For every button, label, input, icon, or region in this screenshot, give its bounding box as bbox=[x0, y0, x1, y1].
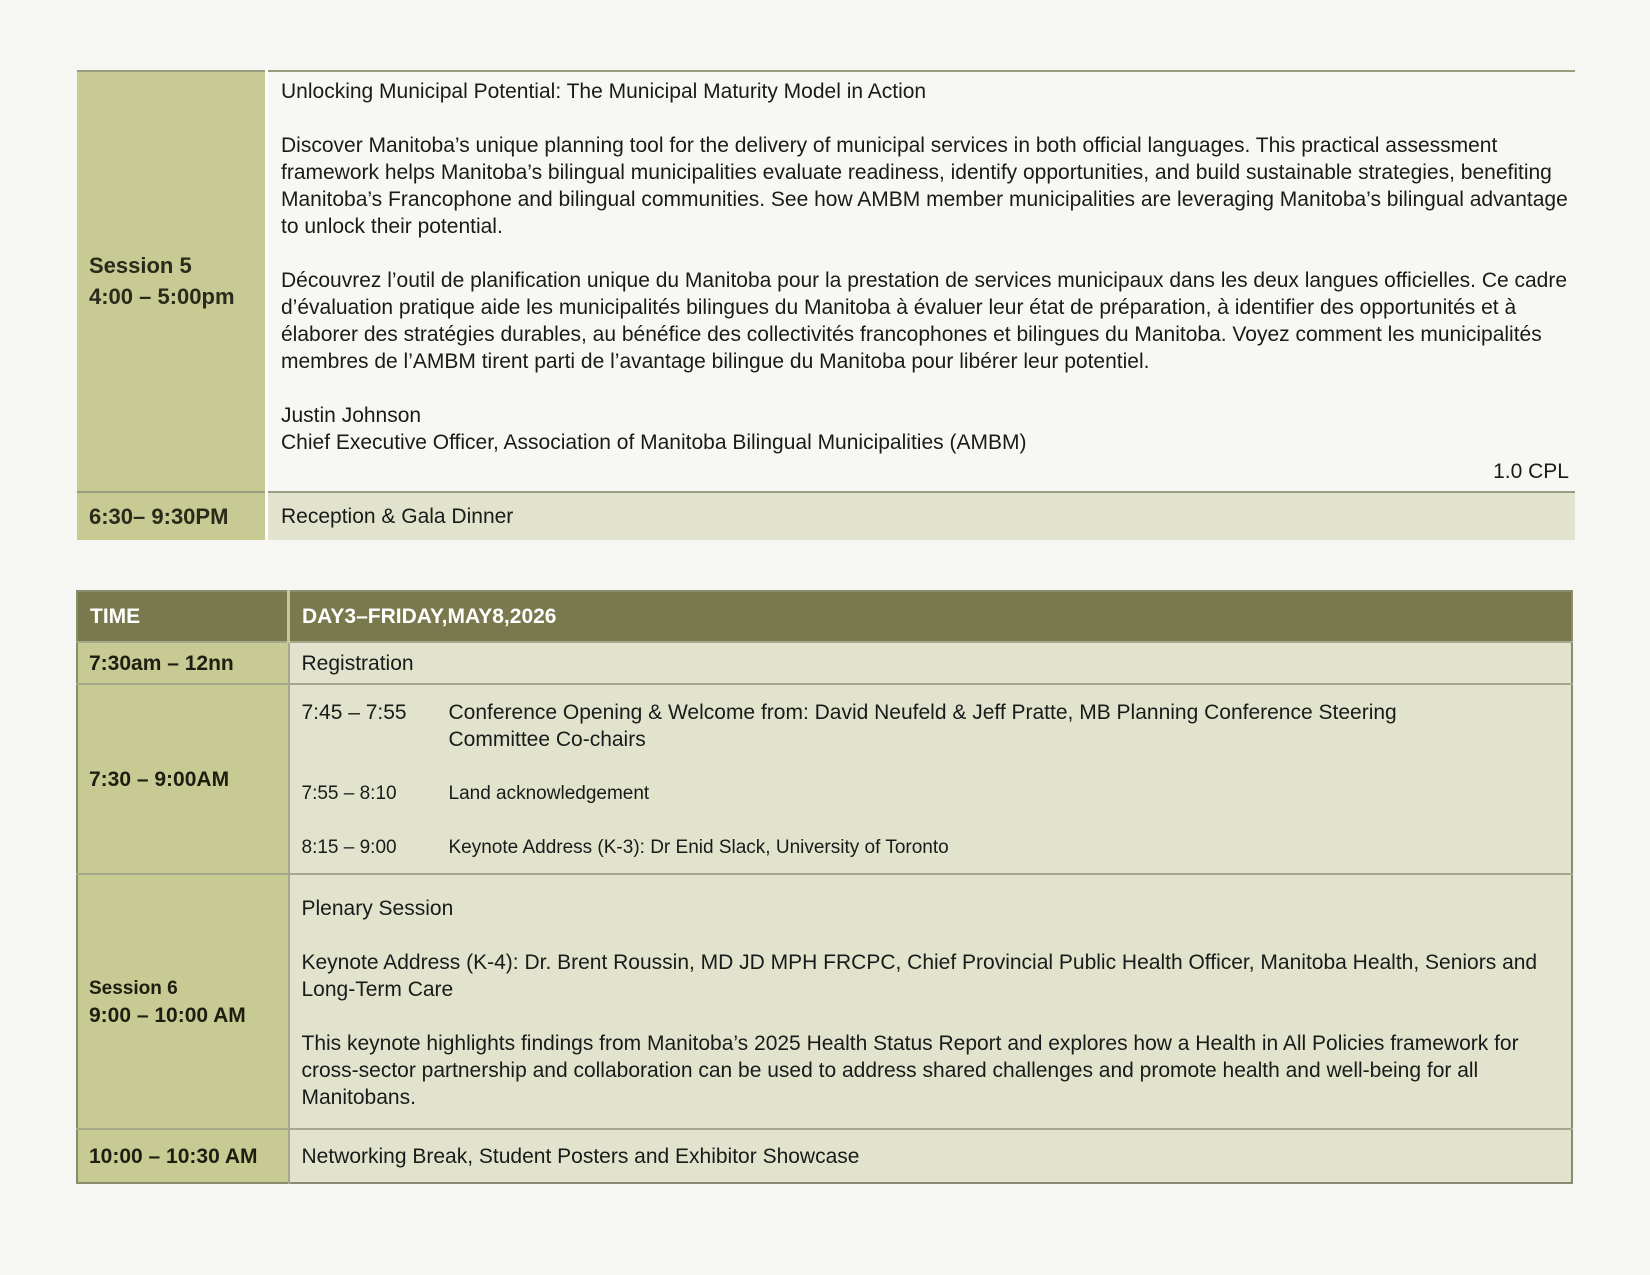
header-row bbox=[77, 591, 1572, 642]
gala-label: Reception & Gala Dinner bbox=[267, 492, 1576, 540]
schedule-item bbox=[302, 780, 1558, 807]
registration-time: 7:30am – 12nn bbox=[77, 642, 289, 684]
header-day: DAY3–FRIDAY,MAY8,2026 bbox=[289, 591, 1573, 642]
registration-label: Registration bbox=[289, 642, 1573, 684]
session6-keynote: Keynote Address (K-4): Dr. Brent Roussin, MD JD MPH FRCPC, Chief Provincial Public Health Officer, Manitoba Health, Seniors and Long-Term Care bbox=[301, 951, 1538, 1001]
session5-credit: 1.0 CPL bbox=[1493, 460, 1569, 483]
session6-time-cell bbox=[77, 874, 289, 1129]
session6-content bbox=[289, 874, 1573, 1129]
session6-title: Plenary Session bbox=[301, 897, 454, 920]
session5-speaker: Justin Johnson bbox=[281, 404, 422, 427]
schedule-item-time: 8:15 – 9:00 bbox=[301, 837, 397, 858]
day2-session-table bbox=[77, 70, 1575, 540]
session5-speaker-title: Chief Executive Officer, Association of Manitoba Bilingual Municipalities (AMBM) bbox=[281, 431, 1027, 454]
schedule-item bbox=[302, 834, 1558, 861]
session5-time: 4:00 – 5:00pm bbox=[89, 284, 235, 309]
schedule-item bbox=[302, 699, 1558, 753]
day3-schedule-table bbox=[76, 590, 1573, 1184]
header-time: TIME bbox=[77, 591, 289, 642]
session6-label: Session 6 bbox=[89, 977, 178, 999]
session6-time: 9:00 – 10:00 AM bbox=[89, 1003, 246, 1027]
schedule-item-desc: Land acknowledgement bbox=[448, 783, 650, 804]
schedule-item-time: 7:55 – 8:10 bbox=[301, 783, 397, 804]
opening-content bbox=[289, 684, 1573, 874]
schedule-item-desc: Keynote Address (K-3): Dr Enid Slack, University of Toronto bbox=[448, 837, 949, 858]
schedule-item-time: 7:45 – 7:55 bbox=[301, 701, 407, 724]
session5-description-fr: Découvrez l’outil de planification unique du Manitoba pour la prestation de services municipaux dans les deux langues officielles. Ce cadre d’évaluation pratique aide les municipalités bilingues du Manitoba à évaluer leur état de préparation, à identifier des opportunités et à élaborer des stratégies durables, au bénéfice des collectivités francophones et bilingues du Manitoba. Voyez comment les municipalités membres de l’AMBM tirent parti de l’avantage bilingue du Manitoba pour libérer leur potentiel. bbox=[281, 269, 1568, 373]
opening-time: 7:30 – 9:00AM bbox=[77, 684, 289, 874]
session5-content bbox=[267, 71, 1576, 492]
session5-title: Unlocking Municipal Potential: The Municipal Maturity Model in Action bbox=[281, 80, 927, 103]
session5-time-cell bbox=[77, 71, 267, 492]
session5-row bbox=[77, 71, 1575, 492]
registration-row bbox=[77, 642, 1572, 684]
break-row bbox=[77, 1129, 1572, 1183]
schedule-item-desc-cont: Committee Co-chairs bbox=[448, 728, 646, 751]
gala-time: 6:30– 9:30PM bbox=[77, 492, 267, 540]
break-label: Networking Break, Student Posters and Exhibitor Showcase bbox=[289, 1129, 1573, 1183]
session5-label: Session 5 bbox=[89, 253, 192, 278]
break-time: 10:00 – 10:30 AM bbox=[77, 1129, 289, 1183]
gala-row bbox=[77, 492, 1575, 540]
session6-row bbox=[77, 874, 1572, 1129]
opening-row bbox=[77, 684, 1572, 874]
schedule-item-desc: Conference Opening & Welcome from: David Neufeld & Jeff Pratte, MB Planning Conference Steering bbox=[448, 701, 1397, 724]
session5-description-en: Discover Manitoba’s unique planning tool for the delivery of municipal services in both official languages. This practical assessment framework helps Manitoba’s bilingual municipalities evaluate readiness, identify opportunities, and build sustainable strategies, benefiting Manitoba’s Francophone and bilingual communities. See how AMBM member municipalities are leveraging Manitoba’s bilingual advantage to unlock their potential. bbox=[281, 134, 1568, 238]
session6-description: This keynote highlights findings from Manitoba’s 2025 Health Status Report and explores how a Health in All Policies framework for cross-sector partnership and collaboration can be used to address shared challenges and promote health and well-being for all Manitobans. bbox=[301, 1032, 1519, 1109]
